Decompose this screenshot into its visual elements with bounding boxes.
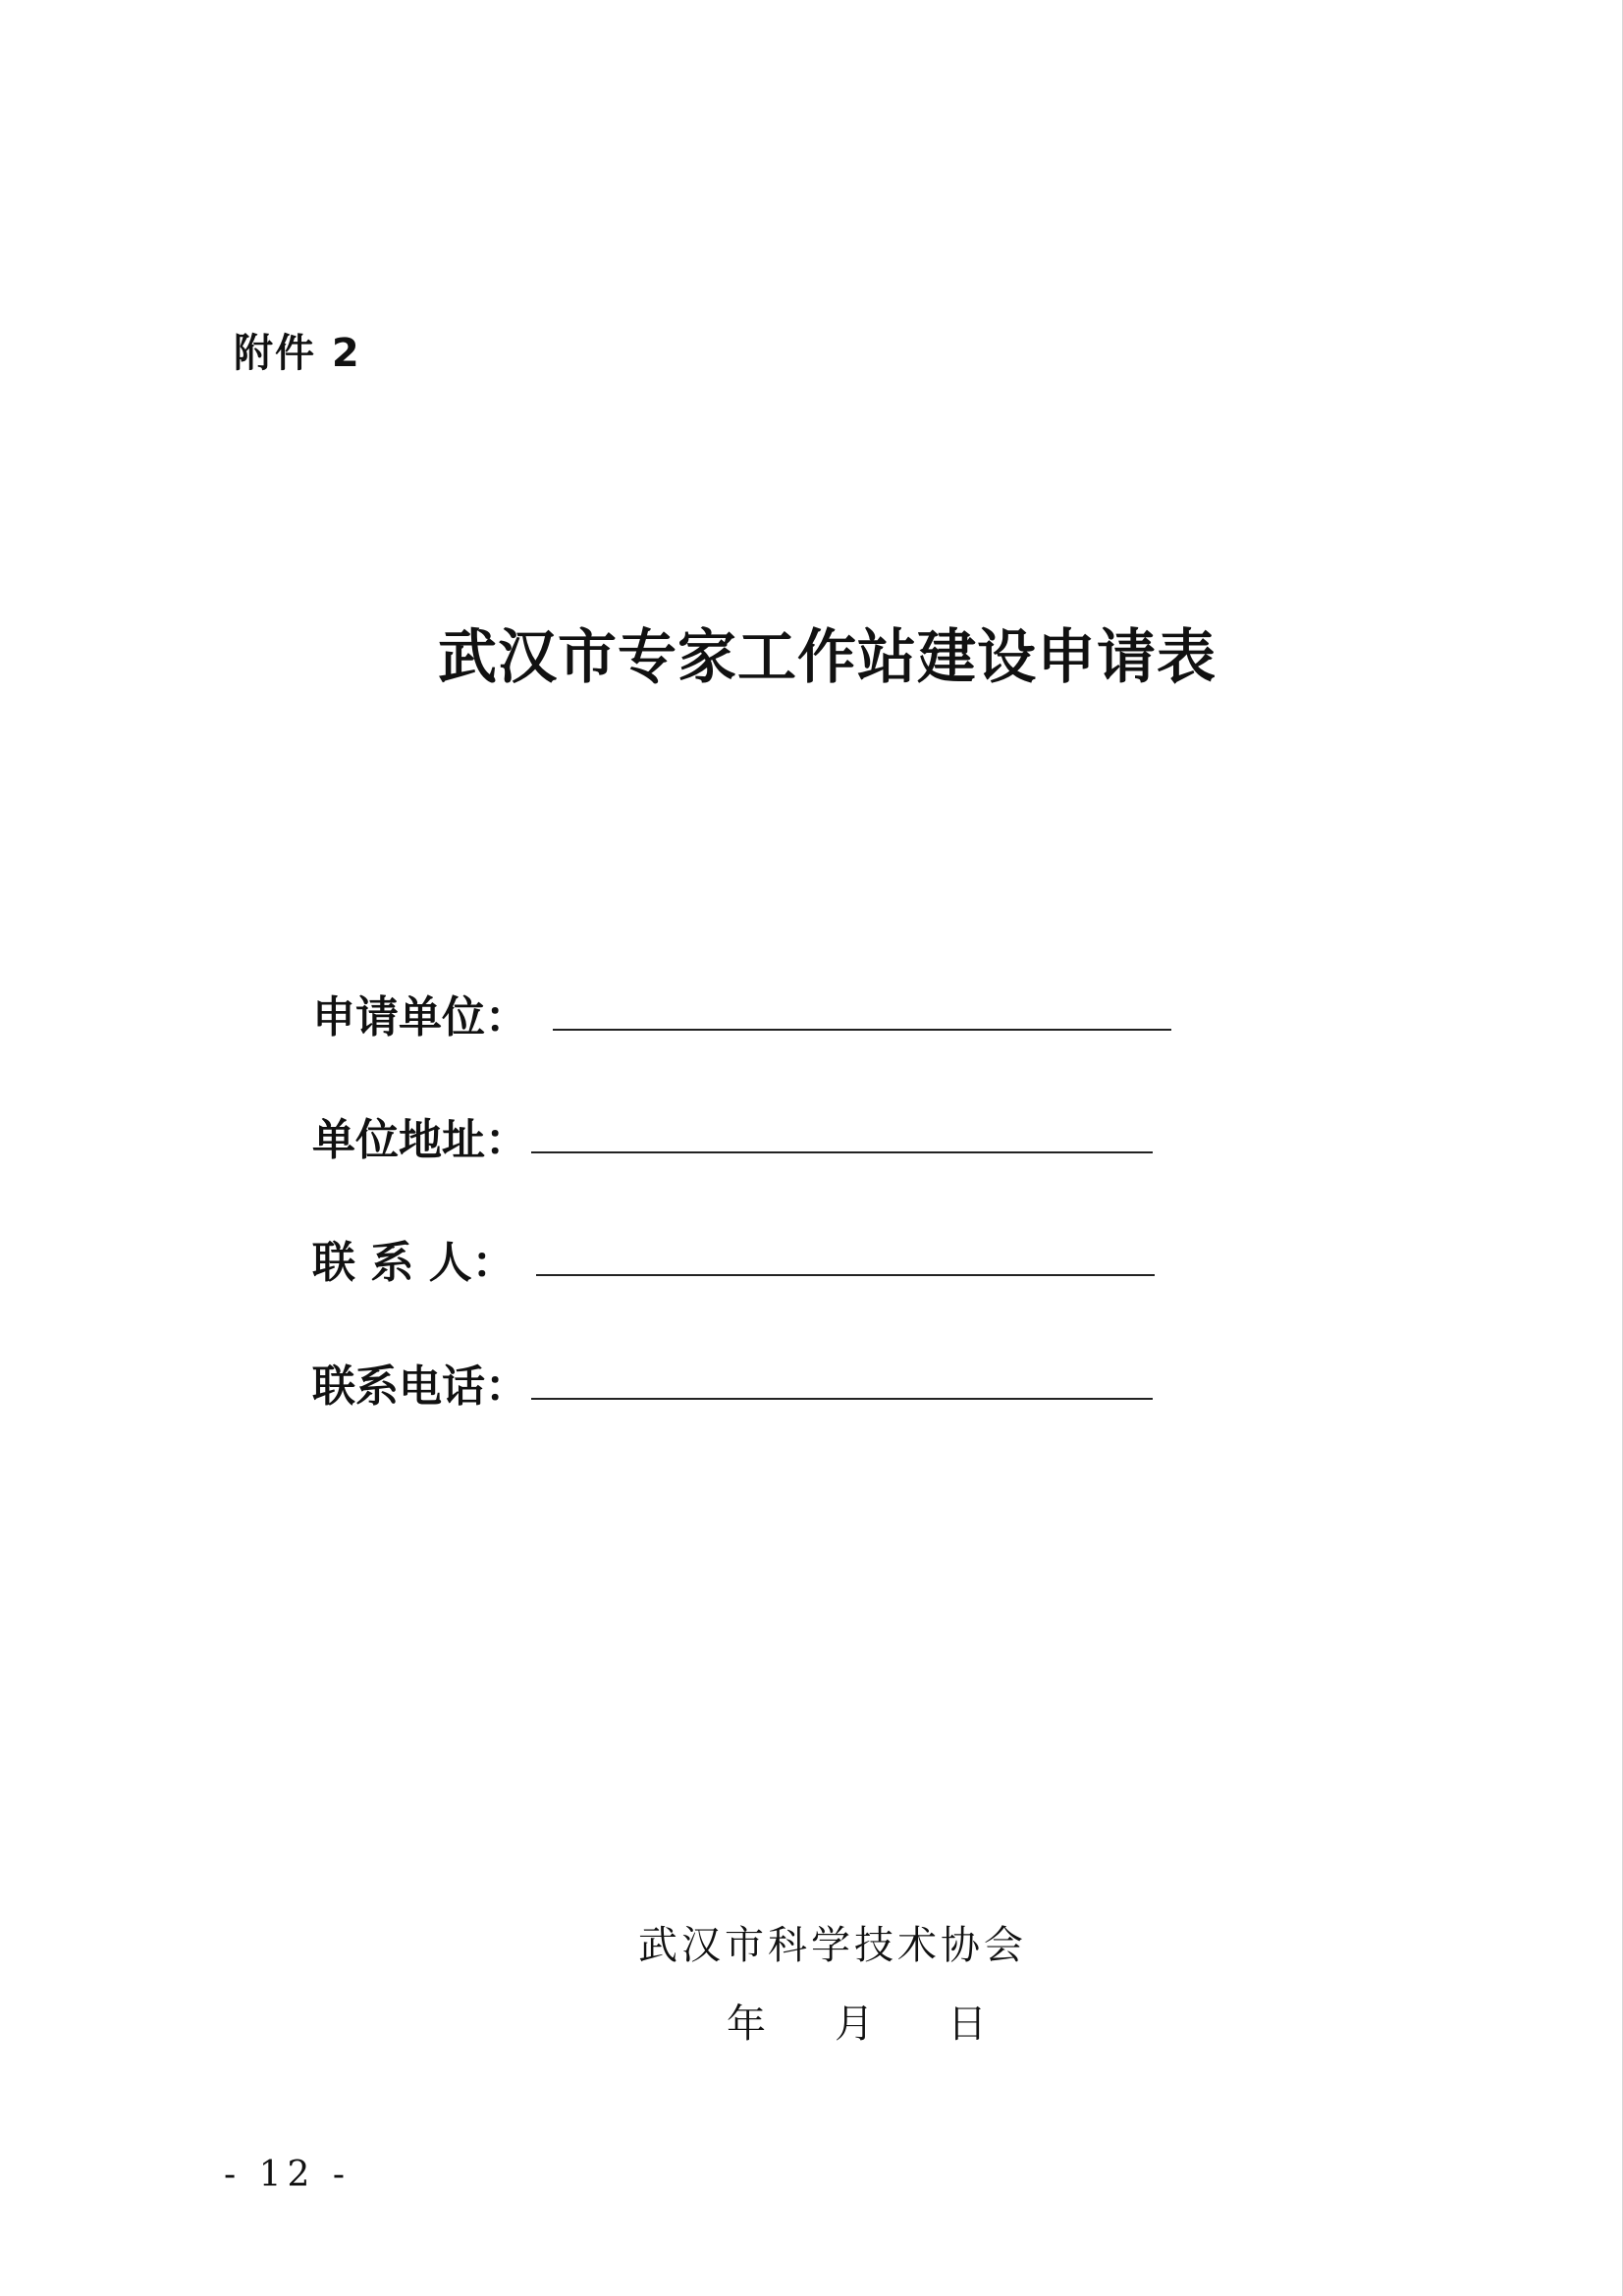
field-label: 联 系 人：: [312, 1238, 515, 1288]
applicant-unit-field[interactable]: [553, 1029, 1171, 1031]
field-label: 联系电话：: [312, 1362, 528, 1412]
field-label: 申请单位：: [312, 992, 528, 1042]
month-label: 月: [835, 2002, 874, 2047]
page-number: - 12 -: [224, 2155, 352, 2195]
unit-address-field[interactable]: [531, 1151, 1153, 1153]
day-label: 日: [947, 2002, 987, 2047]
attachment-label: 附件 2: [234, 331, 361, 376]
organization-name: 武汉市科学技术协会: [638, 1923, 1027, 1968]
year-label: 年: [727, 2002, 766, 2047]
document-title: 武汉市专家工作站建设申请表: [438, 623, 1217, 692]
contact-phone-field[interactable]: [531, 1398, 1153, 1400]
field-label: 单位地址：: [312, 1115, 528, 1165]
contact-person-field[interactable]: [536, 1274, 1155, 1276]
